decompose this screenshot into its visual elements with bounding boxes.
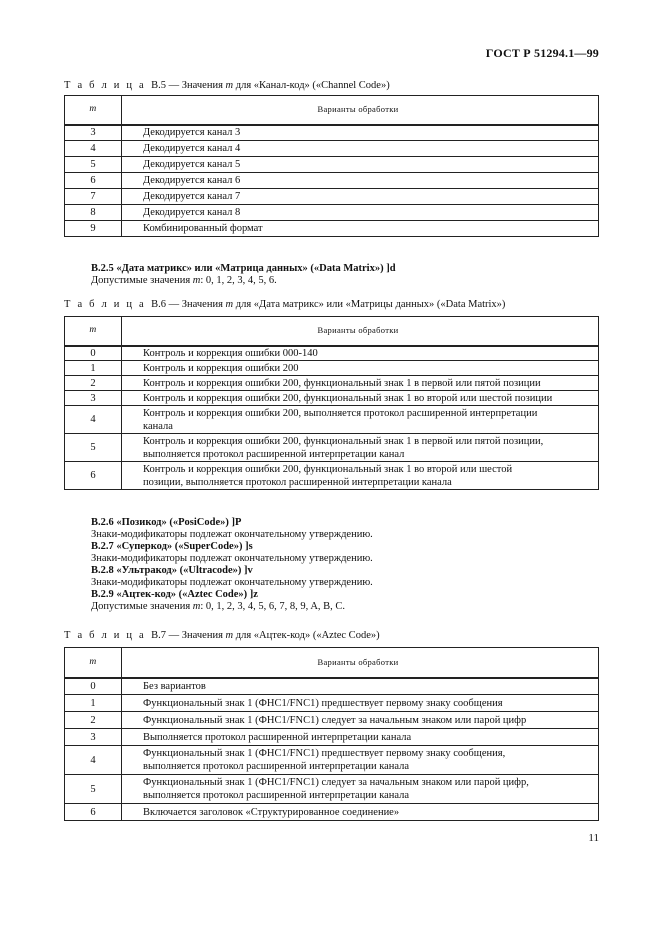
cell-m: 4 (65, 141, 122, 157)
table-row (65, 173, 599, 189)
cell-m: 3 (65, 125, 122, 141)
table-row (65, 462, 599, 490)
cell-option: Декодируется канал 7 (122, 189, 599, 205)
cell-m: 4 (65, 406, 122, 434)
table-row (65, 746, 599, 775)
allowed-var: m (192, 601, 201, 612)
cell-option (122, 376, 599, 391)
section-heading-b28: В.2.8 «Ультракод» («Ultracode») ]v (91, 565, 253, 576)
caption-prefix: Т а б л и ц а (64, 630, 146, 641)
column-header-options: Варианты обработки (122, 96, 599, 125)
table-b6 (64, 316, 599, 490)
caption-var: m (225, 630, 234, 641)
table-row (65, 729, 599, 746)
cell-line: Выполняется протокол расширенной интерпретации канала (143, 731, 412, 743)
cell-option (122, 695, 599, 712)
cell-m: 5 (65, 434, 122, 462)
table-row (65, 189, 599, 205)
cell-m: 6 (65, 804, 122, 821)
table-b5-caption (64, 80, 390, 91)
cell-line: Без вариантов (143, 680, 206, 692)
cell-m: 6 (65, 462, 122, 490)
column-header-m: m (65, 96, 122, 125)
allowed-list: : 0, 1, 2, 3, 4, 5, 6, 7, 8, 9, A, B, C. (200, 601, 346, 612)
caption-var: m (225, 80, 234, 91)
cell-line: Контроль и коррекция ошибки 200, функциональный знак 1 во второй или шестой (143, 463, 513, 475)
cell-line: канала (143, 420, 173, 432)
cell-option: Декодируется канал 4 (122, 141, 599, 157)
table-row (65, 205, 599, 221)
allowed-prefix: Допустимые значения (91, 275, 191, 286)
table-b6-caption (64, 299, 505, 310)
cell-m: 5 (65, 157, 122, 173)
cell-line: Функциональный знак 1 (ФНС1/FNC1) предшествует первому знаку сообщения, (143, 748, 506, 759)
section-text-b27: Знаки-модификаторы подлежат окончательному утверждению. (91, 553, 373, 564)
section-text-b28: Знаки-модификаторы подлежат окончательному утверждению. (91, 577, 373, 588)
table-row (65, 712, 599, 729)
table-row (65, 775, 599, 804)
cell-line: Контроль и коррекция ошибки 200, функциональный знак 1 во второй или шестой позиции (143, 392, 553, 404)
cell-option: Декодируется канал 5 (122, 157, 599, 173)
cell-m: 6 (65, 173, 122, 189)
cell-line: Контроль и коррекция ошибки 200, функциональный знак 1 в первой или пятой позиции, (143, 435, 544, 447)
cell-line: Функциональный знак 1 (ФНС1/FNC1) предшествует первому знаку сообщения (143, 697, 503, 709)
cell-option (122, 361, 599, 376)
table-row (65, 434, 599, 462)
cell-m: 7 (65, 189, 122, 205)
cell-m: 5 (65, 775, 122, 804)
cell-option (122, 391, 599, 406)
column-header-options: Варианты обработки (122, 317, 599, 346)
table-row (65, 695, 599, 712)
table-row (65, 361, 599, 376)
column-header-options: Варианты обработки (122, 648, 599, 678)
cell-option (122, 775, 599, 804)
caption-rest: для «Дата матрикс» или «Матрицы данных» («Data Matrix») (235, 299, 506, 310)
section-heading-b27: В.2.7 «Суперкод» («SuperCode») ]s (91, 541, 253, 552)
table-row (65, 391, 599, 406)
cell-option (122, 804, 599, 821)
cell-line: выполняется протокол расширенной интерпретации канал (143, 448, 405, 460)
cell-option: Декодируется канал 8 (122, 205, 599, 221)
table-row (65, 406, 599, 434)
cell-option: Декодируется канал 6 (122, 173, 599, 189)
cell-line: Контроль и коррекция ошибки 200, выполняется протокол расширенной интерпретации (143, 407, 538, 419)
section-heading: В.2.5 «Дата матрикс» или «Матрица данных» («Data Matrix») ]d (91, 263, 396, 274)
table-row (65, 376, 599, 391)
cell-m: 1 (65, 361, 122, 376)
cell-m: 1 (65, 695, 122, 712)
cell-option (122, 406, 599, 434)
cell-m: 2 (65, 712, 122, 729)
cell-m: 0 (65, 346, 122, 361)
caption-code: В.7 — Значения (151, 630, 223, 641)
cell-line: Контроль и коррекция ошибки 200, функциональный знак 1 в первой или пятой позиции (143, 377, 541, 389)
cell-line: выполняется протокол расширенной интерпретации канала (143, 790, 410, 801)
cell-option: Комбинированный формат (122, 221, 599, 237)
cell-option: Декодируется канал 3 (122, 125, 599, 141)
allowed-values (91, 275, 396, 287)
cell-option (122, 434, 599, 462)
sections-b26-b29 (91, 517, 373, 613)
table-row (65, 141, 599, 157)
table-row (65, 157, 599, 173)
caption-prefix: Т а б л и ц а (64, 299, 146, 310)
cell-option (122, 346, 599, 361)
cell-m: 2 (65, 376, 122, 391)
cell-line: Функциональный знак 1 (ФНС1/FNC1) следует за начальным знаком или парой цифр, (143, 777, 529, 788)
allowed-values-b29 (91, 601, 373, 613)
cell-line: Контроль и коррекция ошибки 000-140 (143, 347, 318, 359)
table-b5 (64, 95, 599, 237)
section-heading-b29: В.2.9 «Ацтек-код» («Aztec Code») ]z (91, 589, 258, 600)
cell-line: позиции, выполняется протокол расширенной интерпретации канала (143, 476, 452, 488)
cell-m: 0 (65, 678, 122, 695)
cell-m: 3 (65, 391, 122, 406)
table-row (65, 221, 599, 237)
cell-m: 3 (65, 729, 122, 746)
table-b7-caption (64, 630, 380, 641)
document-header: ГОСТ Р 51294.1—99 (485, 46, 599, 60)
section-text-b26: Знаки-модификаторы подлежат окончательному утверждению. (91, 529, 373, 540)
allowed-prefix: Допустимые значения (91, 601, 191, 612)
table-row (65, 678, 599, 695)
cell-option (122, 462, 599, 490)
cell-option (122, 746, 599, 775)
table-row (65, 125, 599, 141)
cell-line: Функциональный знак 1 (ФНС1/FNC1) следует за начальным знаком или парой цифр (143, 714, 527, 726)
column-header-m: m (65, 317, 122, 346)
cell-m: 8 (65, 205, 122, 221)
cell-line: Контроль и коррекция ошибки 200 (143, 362, 299, 374)
cell-option (122, 712, 599, 729)
table-row (65, 346, 599, 361)
caption-prefix: Т а б л и ц а (64, 80, 146, 91)
caption-rest: для «Канал-код» («Channel Code») (235, 80, 390, 91)
caption-rest: для «Ацтек-код» («Aztec Code») (235, 630, 380, 641)
caption-code: В.5 — Значения (151, 80, 223, 91)
column-header-m: m (65, 648, 122, 678)
page-number: 11 (588, 832, 599, 844)
table-b7 (64, 647, 599, 821)
section-b25 (91, 263, 396, 287)
caption-code: В.6 — Значения (151, 299, 223, 310)
cell-option (122, 678, 599, 695)
table-row (65, 804, 599, 821)
cell-line: выполняется протокол расширенной интерпретации канала (143, 761, 410, 772)
cell-option (122, 729, 599, 746)
section-heading-b26: В.2.6 «Позикод» («PosiCode») ]P (91, 517, 242, 528)
cell-m: 9 (65, 221, 122, 237)
cell-line: Включается заголовок «Структурированное соединение» (143, 806, 400, 818)
allowed-var: m (192, 275, 201, 286)
allowed-list: : 0, 1, 2, 3, 4, 5, 6. (200, 275, 277, 286)
cell-m: 4 (65, 746, 122, 775)
caption-var: m (225, 299, 234, 310)
